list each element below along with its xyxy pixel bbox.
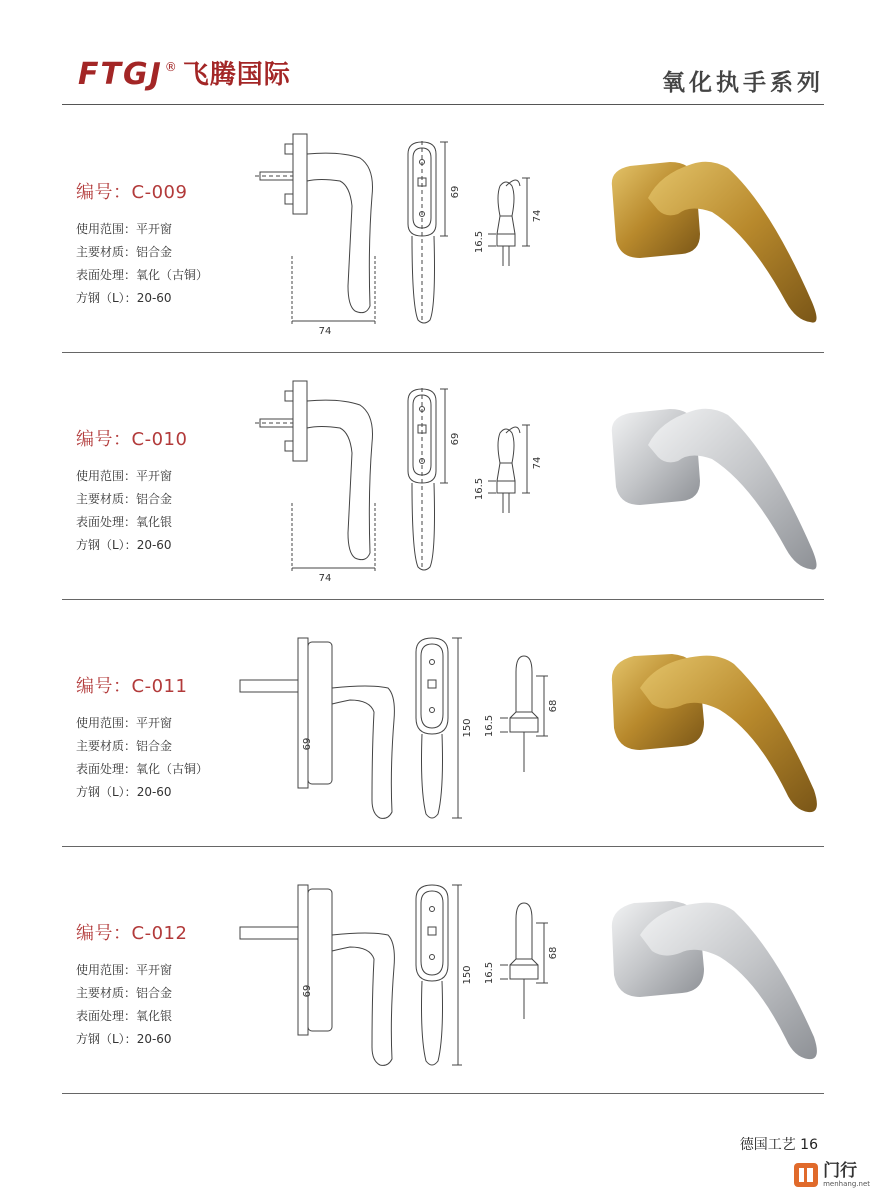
spec-spindle: 方钢（L）：20-60	[76, 291, 172, 305]
product-card	[0, 600, 884, 847]
product-card	[0, 353, 884, 600]
watermark-logo-icon	[794, 1163, 818, 1187]
watermark	[794, 1162, 870, 1188]
dim-height: 69	[302, 984, 313, 998]
dim-side: 68	[548, 946, 559, 960]
dim-height: 69	[450, 432, 461, 446]
dim-base: 16.5	[474, 230, 485, 254]
page-header	[0, 0, 884, 106]
product-specs	[76, 712, 208, 804]
header-divider	[62, 104, 824, 105]
spec-spindle: 方钢（L）：20-60	[76, 785, 172, 799]
dim-length: 150	[462, 965, 473, 985]
dim-side: 68	[548, 699, 559, 713]
dim-side: 74	[532, 209, 543, 223]
product-code: 编号：C-011	[76, 676, 188, 697]
spec-usage: 使用范围：平开窗	[76, 222, 173, 236]
dim-height: 69	[450, 185, 461, 199]
product-specs	[76, 959, 172, 1051]
dim-width: 74	[318, 326, 332, 337]
product-card	[0, 847, 884, 1094]
logo-latin-text: FTGJ	[78, 57, 163, 92]
product-photo	[600, 847, 830, 1094]
dim-height: 69	[302, 737, 313, 751]
dim-length: 150	[462, 718, 473, 738]
logo-chinese-text: 飞腾国际	[182, 60, 291, 90]
product-code: 编号：C-009	[76, 182, 188, 203]
technical-drawing	[200, 600, 600, 847]
technical-drawing	[200, 353, 600, 600]
product-specs	[76, 218, 208, 310]
spec-finish: 表面处理：氧化银	[76, 1009, 173, 1023]
watermark-text: 门行	[823, 1161, 858, 1181]
product-specs	[76, 465, 172, 557]
watermark-url: menhang.net	[823, 1180, 870, 1188]
spec-material: 主要材质：铝合金	[76, 245, 173, 259]
section-divider	[62, 1093, 824, 1094]
product-code: 编号：C-012	[76, 923, 188, 944]
spec-usage: 使用范围：平开窗	[76, 963, 173, 977]
dim-base: 16.5	[484, 961, 495, 985]
brand-logo	[78, 58, 291, 92]
product-code: 编号：C-010	[76, 429, 188, 450]
spec-material: 主要材质：铝合金	[76, 739, 173, 753]
spec-finish: 表面处理：氧化（古铜）	[76, 762, 209, 776]
product-card	[0, 106, 884, 353]
registered-mark: ®	[164, 60, 177, 74]
series-title: 氧化执手系列	[662, 69, 824, 96]
product-photo	[600, 353, 830, 600]
spec-spindle: 方钢（L）：20-60	[76, 538, 172, 552]
product-photo	[600, 106, 830, 353]
dim-base: 16.5	[474, 477, 485, 501]
spec-finish: 表面处理：氧化银	[76, 515, 173, 529]
spec-spindle: 方钢（L）：20-60	[76, 1032, 172, 1046]
spec-material: 主要材质：铝合金	[76, 986, 173, 1000]
spec-material: 主要材质：铝合金	[76, 492, 173, 506]
dim-width: 74	[318, 573, 332, 584]
page-number-label: 德国工艺 16	[739, 1137, 818, 1153]
spec-finish: 表面处理：氧化（古铜）	[76, 268, 209, 282]
technical-drawing	[200, 106, 600, 353]
dim-side: 74	[532, 456, 543, 470]
spec-usage: 使用范围：平开窗	[76, 716, 173, 730]
technical-drawing	[200, 847, 600, 1094]
product-photo	[600, 600, 830, 847]
spec-usage: 使用范围：平开窗	[76, 469, 173, 483]
dim-base: 16.5	[484, 714, 495, 738]
